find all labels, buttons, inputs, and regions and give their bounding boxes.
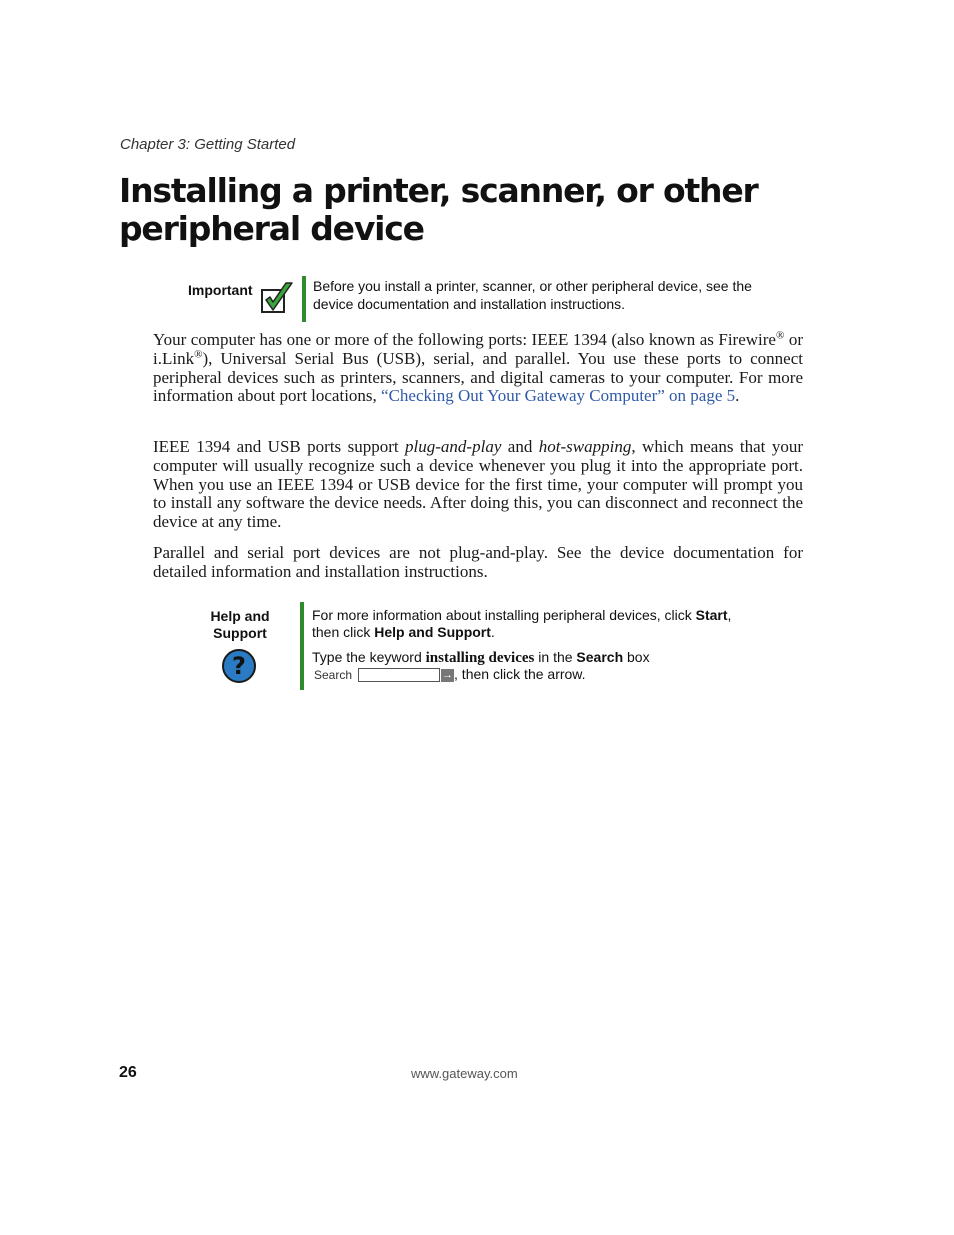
p1-text-c: ), Universal Serial Bus (USB), serial, and parallel. You use these ports to connect peripheral devices such as printers, scanners, and digital cameras to your computer. For more information about port locations, bbox=[153, 348, 803, 406]
p1-text-a: Your computer has one or more of the following ports: IEEE 1394 (also known as Firewire bbox=[153, 330, 776, 349]
p1-text-b: or i.Link bbox=[153, 330, 803, 368]
registered-mark: ® bbox=[775, 329, 785, 342]
help-label-line1: Help and bbox=[210, 608, 270, 624]
important-label: Important bbox=[188, 282, 253, 298]
footer-url: www.gateway.com bbox=[411, 1066, 518, 1081]
page-number: 26 bbox=[119, 1064, 137, 1081]
help-line-2 bbox=[312, 624, 782, 641]
help-line-3 bbox=[312, 649, 782, 667]
help-line3-text-b: in the bbox=[534, 649, 577, 665]
p2-emphasis: plug-and-play bbox=[405, 437, 502, 456]
help-line-4 bbox=[312, 666, 782, 684]
help-label bbox=[190, 608, 290, 642]
help-text bbox=[312, 607, 782, 684]
search-box-label: Search bbox=[314, 668, 353, 682]
checkmark-icon bbox=[260, 280, 296, 316]
help-line1-end: , bbox=[727, 607, 732, 623]
p2-emphasis: hot-swapping bbox=[538, 437, 632, 456]
help-line2-end: . bbox=[490, 624, 495, 640]
important-note bbox=[150, 276, 810, 324]
paragraph-plug-and-play bbox=[153, 438, 803, 532]
help-line-1 bbox=[312, 607, 782, 624]
help-label-line2: Support bbox=[213, 625, 267, 641]
keyword: installing devices bbox=[425, 650, 535, 666]
p1-text-d: . bbox=[735, 386, 740, 406]
page-title: Installing a printer, scanner, or other peripheral device bbox=[119, 171, 758, 248]
important-text: Before you install a printer, scanner, or other peripheral device, see the device documentation and installation instructions. bbox=[313, 278, 752, 312]
search-label-bold: Search bbox=[576, 649, 624, 665]
p2-text-c: , which means that your computer will usually recognize such a device whenever you plug it into the appropriate port. When you use an IEEE 1394 or USB device for the first time, your computer will prompt you to install any software the device needs. After doing this, you can disconnect and reconnect the device at any time. bbox=[153, 437, 803, 532]
checking-out-link[interactable]: “Checking Out Your Gateway Computer” on page 5 bbox=[381, 386, 736, 406]
registered-mark: ® bbox=[194, 348, 203, 361]
help-and-support-label: Help and Support bbox=[374, 624, 491, 640]
help-note bbox=[150, 602, 810, 692]
help-line4-text: , then click the arrow. bbox=[454, 666, 586, 682]
chapter-header: Chapter 3: Getting Started bbox=[120, 136, 296, 153]
arrow-right-icon[interactable]: → bbox=[442, 668, 454, 681]
help-line2-text: then click bbox=[312, 624, 375, 640]
paragraph-parallel-serial: Parallel and serial port devices are not plug-and-play. See the device documentation for detailed information and installation instructions. bbox=[153, 543, 803, 581]
help-line3-end: box bbox=[623, 649, 650, 665]
start-label: Start bbox=[695, 607, 728, 623]
help-line3-text: Type the keyword bbox=[312, 649, 426, 665]
question-icon bbox=[221, 648, 257, 684]
paragraph-ports bbox=[153, 331, 803, 406]
p2-text-a: IEEE 1394 and USB ports support bbox=[153, 437, 406, 456]
search-input[interactable] bbox=[358, 668, 440, 682]
p2-text-b: and bbox=[501, 437, 539, 456]
help-line1-text: For more information about installing peripheral devices, click bbox=[312, 607, 696, 623]
svg-text:?: ? bbox=[232, 652, 246, 680]
